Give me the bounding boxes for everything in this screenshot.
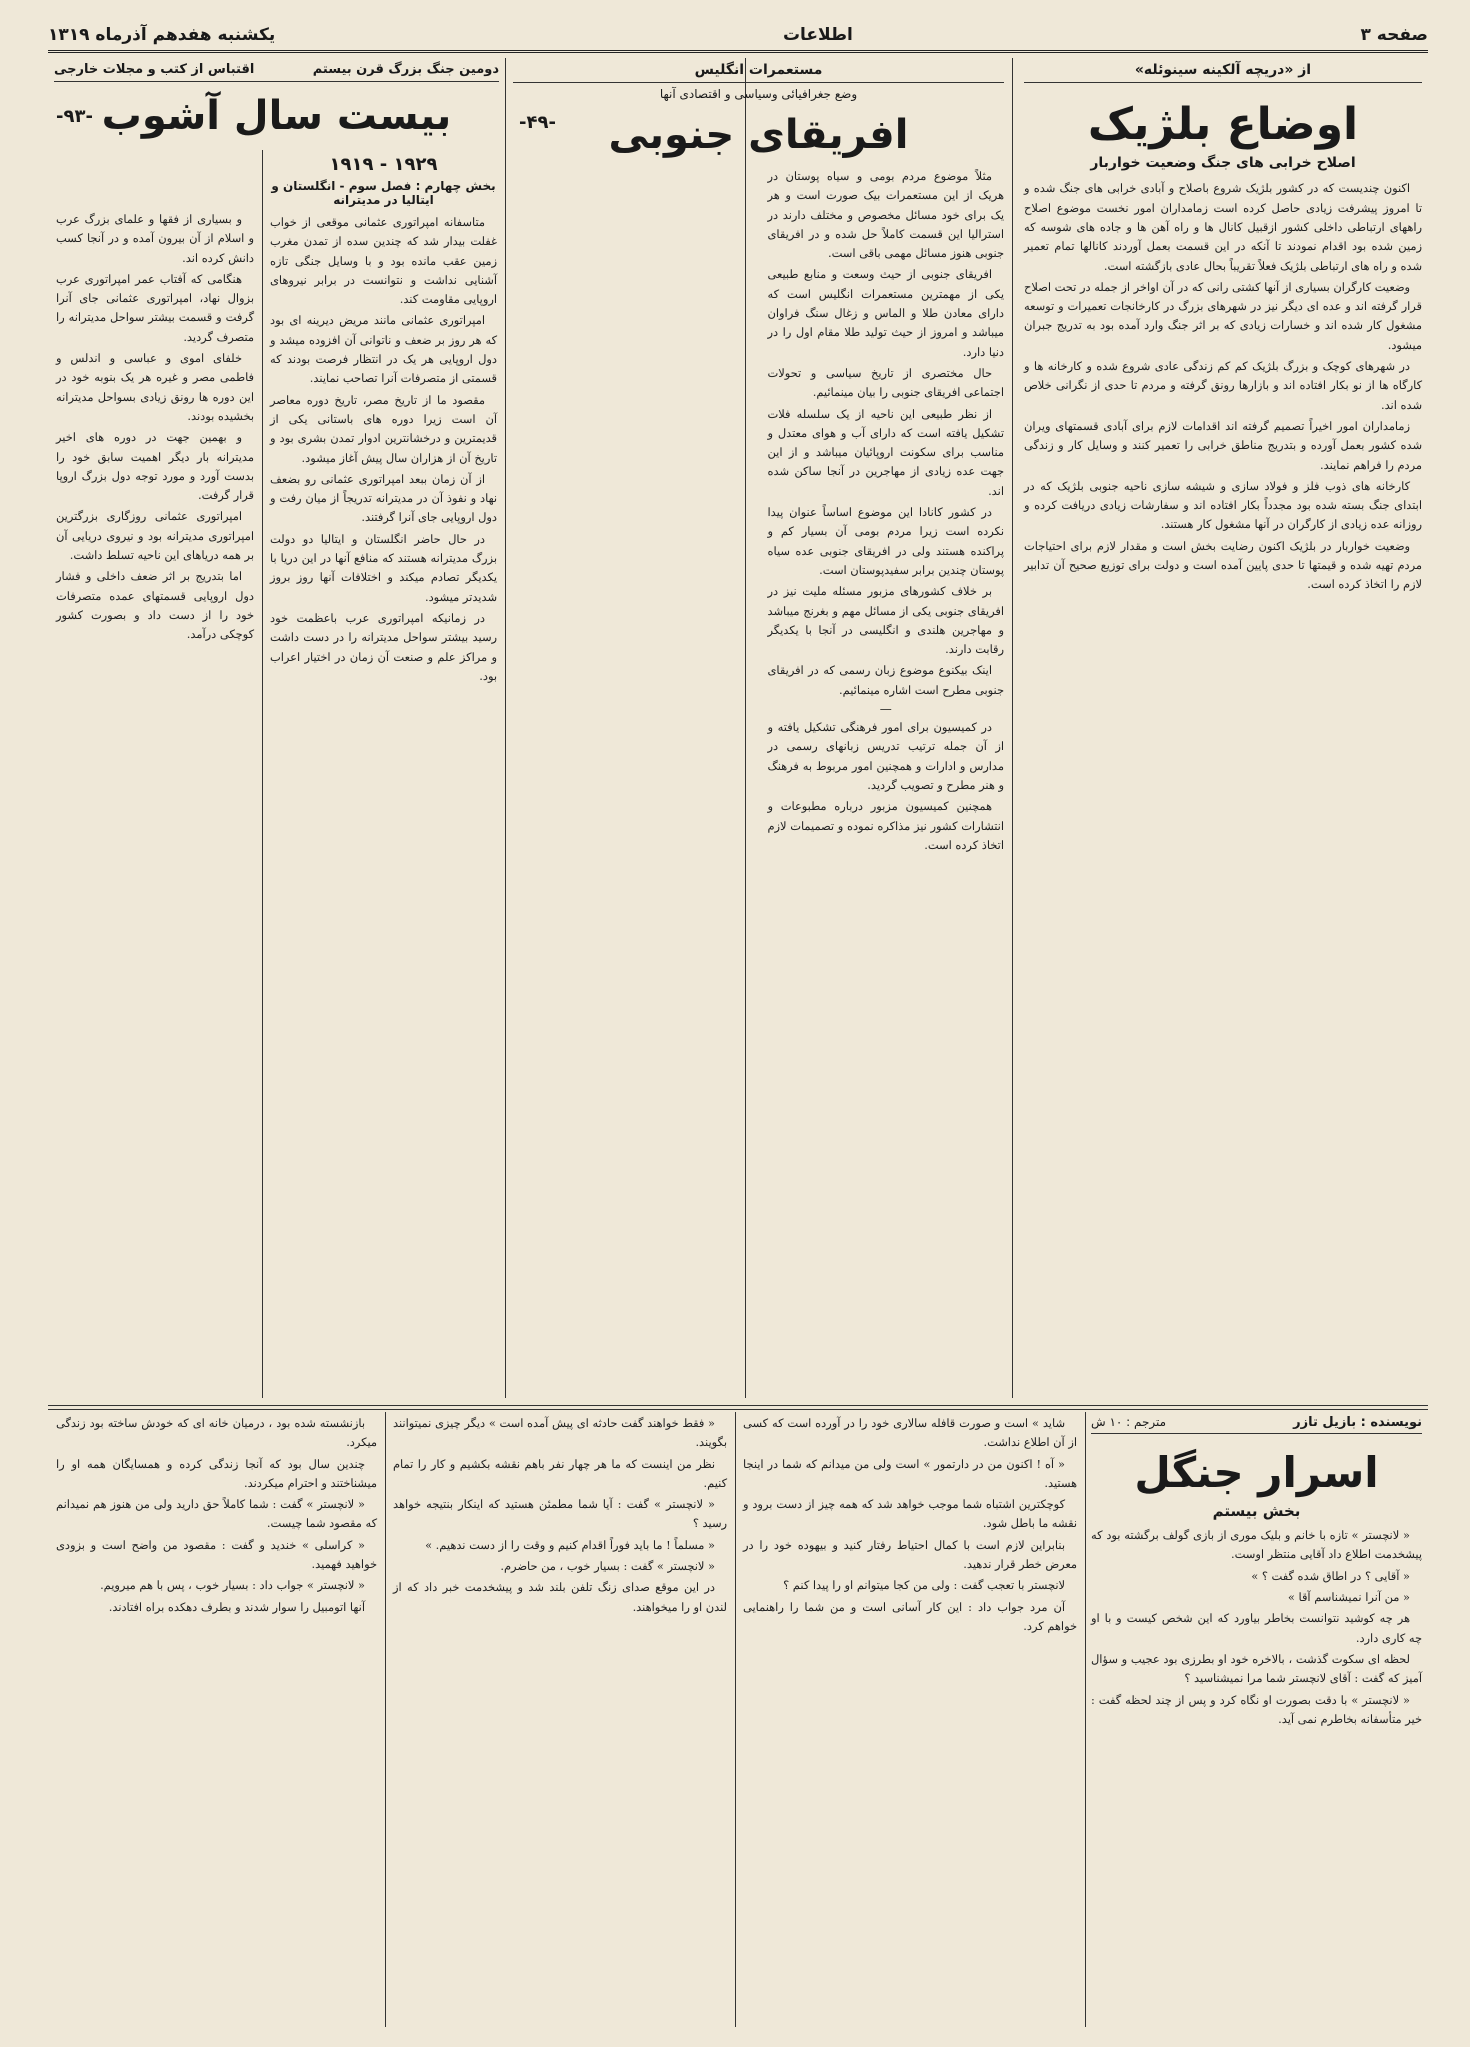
- issue-date: یکشنبه هفدهم آذرماه ۱۳۱۹: [48, 25, 276, 45]
- article-subtitle: اصلاح خرابی های جنگ وضعیت خواربار: [1090, 155, 1356, 172]
- article-years: ۱۹۲۹ - ۱۹۱۹: [329, 154, 438, 175]
- article-body: [513, 167, 1004, 1347]
- story-paragraph: « لانچستر » تازه با خانم و بلیک موری از بازی گولف برگشته بود که پیشخدمت اطلاع داد آقایی منتظر اوست.: [1091, 1528, 1422, 1562]
- article-paragraph: همچنین کمیسیون مزبور درباره مطبوعات و انتشارات کشور نیز مذاکره نموده و تصمیمات لازم اتخاذ کرده است.: [767, 799, 1004, 852]
- serial-story-column: [48, 1412, 385, 2027]
- story-title: اسرار جنگل: [1134, 1448, 1379, 1497]
- article-paragraph: از نظر طبیعی این ناحیه از یک سلسله فلات تشکیل یافته است که دارای آب و هوای معتدل و مناسب برای سکونت اروپائیان میباشد و از این جهت عده زیادی از مهاجرین در آنجا ساکن شده اند.: [767, 406, 1004, 498]
- story-paragraph: بنابراین لازم است با کمال احتیاط رفتار کنید و بیهوده خود را در معرض خطر قرار ندهید.: [743, 1537, 1077, 1572]
- story-paragraph: نظر من اینست که ما هر چهار نفر باهم نقشه بکشیم و کار را تمام کنیم.: [393, 1456, 727, 1490]
- story-paragraph: در این موقع صدای زنگ تلفن بلند شد و پیشخدمت خبر داد که از لندن او را میخواهند.: [393, 1580, 727, 1614]
- article-paragraph: وضعیت خواربار در بلژیک اکنون رضایت بخش است و مقدار لازم برای احتیاجات مردم تهیه شده و قیمتها تا حدی پایین آمده است و دولت برای توزیع صحیح آن تدابیر لازم را اتخاذ کرده است.: [1024, 538, 1422, 592]
- story-paragraph: « من آنرا نمیشناسم آقا »: [1287, 1590, 1410, 1605]
- story-paragraph: « کراسلی » خندید و گفت : مقصود من واضح است و بزودی خواهید فهمید.: [56, 1537, 377, 1572]
- story-paragraph: « آقایی ؟ در اطاق شده گفت ؟ »: [1251, 1568, 1410, 1583]
- translator-byline: مترجم : ۱۰ ش: [1091, 1415, 1167, 1429]
- article-paragraph: اکنون چندیست که در کشور بلژیک شروع باصلاح و آبادی خرابی های جنگ شده و تا امروز پیشرفت زیادی حاصل کرده است زمامداران امور نخست موضوع اصلاح راههای ارتباطی داخلی کشور ازقبیل کانال ها و راه آهن ها و جاده های شوسه که زمین شده بود اقدام نمودند تا آنکه در این قسمت بعمل آوردند کانالها تمام تعمیر شده و راه های ارتباطی بلژیک فعلاً تقریباً بحال عادی بازگشته است.: [1024, 181, 1422, 273]
- article-paragraph: امپراتوری عثمانی مانند مریض دیرینه ای بود که هر روز بر ضعف و ناتوانی آن افزوده میشد و دول اروپایی هر یک در انتظار فرصت بودند که قسمتی از متصرفات آنرا تصاحب نمایند.: [270, 313, 497, 386]
- article-paragraph: اما بتدریج بر اثر ضعف داخلی و فشار دول اروپایی قسمتهای عمده متصرفات خود را از دست داد و بصورت کشور کوچکی درآمد.: [56, 569, 254, 642]
- article-twenty-years-col-a: [262, 152, 505, 1398]
- article-kicker: مستعمرات انگلیس: [513, 58, 1004, 83]
- article-paragraph: در حال حاضر انگلستان و ایتالیا دو دولت بزرگ مدیترانه هستند که منافع آنها در این دریا با یکدیگر تصادم میکند و اختلافات آنها روز بروز شدیدتر میشود.: [270, 531, 497, 604]
- article-paragraph: امپراتوری عثمانی روزگاری بزرگترین امپراتوری مدیترانه بود و نیروی دریایی آن بر همه دریاهای این ناحیه تسلط داشت.: [56, 509, 254, 563]
- separator: —: [879, 702, 892, 717]
- article-paragraph: حال مختصری از تاریخ سیاسی و تحولات اجتماعی افریقای جنوبی را بیان مینمائیم.: [767, 365, 1004, 400]
- article-header-twenty-years: [48, 58, 505, 150]
- article-twenty-years-col-b: [48, 210, 262, 1398]
- kicker-row: [54, 58, 499, 82]
- article-paragraph: در کشور کانادا این موضوع اساساً عنوان پیدا نکرده است زیرا مردم بومی آن بسیار کم و پراکنده هستند ولی در افریقای جنوبی عده سیاه پوستان چندین برابر سفیدپوستان است.: [767, 505, 1004, 577]
- article-south-africa: [505, 58, 1012, 1398]
- article-paragraph: بر خلاف کشورهای مزبور مسئله ملیت نیز در افریقای جنوبی یکی از مسائل مهم و بغرنج میباشد و مهاجرین هلندی و انگلیسی در آنجا با یکدیگر رقابت دارند.: [767, 584, 1004, 657]
- serial-story-title-column: [1085, 1412, 1428, 2027]
- article-subtitle: وضع جغرافیائی وسیاسی و اقتصادی آنها: [659, 87, 858, 101]
- section-divider: [48, 1405, 1428, 1410]
- story-paragraph: « آه ! اکنون من در دارتمور » است ولی من میدانم که شما در اینجا هستید.: [743, 1456, 1077, 1490]
- serial-story-column: [735, 1412, 1085, 2027]
- story-paragraph: آن مرد جواب داد : این کار آسانی است و من شما را راهنمایی خواهم کرد.: [743, 1599, 1077, 1633]
- article-paragraph: اینک بیکنوع موضوع زبان رسمی که در افریقای جنوبی مطرح است اشاره مینمائیم.: [767, 663, 1004, 697]
- story-paragraph: « لانچستر » گفت : بسیار خوب ، من حاضرم.: [500, 1559, 715, 1574]
- story-paragraph: « لانچستر » جواب داد : بسیار خوب ، پس با هم میرویم.: [100, 1578, 365, 1593]
- story-paragraph: کوچکترین اشتباه شما موجب خواهد شد که همه چیز از دست برود و نقشه ما باطل شود.: [743, 1497, 1077, 1531]
- source-kicker: اقتباس از کتب و مجلات خارجی: [54, 62, 255, 77]
- story-paragraph: « لانچستر » با دقت بصورت او نگاه کرد و پس از چند لحظه گفت : خیر متأسفانه بخاطرم نمی آید.: [1091, 1692, 1422, 1726]
- article-paragraph: در زمانیکه امپراتوری عرب باعظمت خود رسید بیشتر سواحل مدیترانه را در دست داشت و مراکز علم و صنعت آن زمان در اختیار اعراب بود.: [270, 610, 497, 683]
- article-section: بخش چهارم : فصل سوم - انگلستان و ایتالیا در مدیترانه: [271, 179, 496, 207]
- article-paragraph: زمامداران امور اخیراً تصمیم گرفته اند اقدامات لازم برای آبادی قسمتهای ویران شده کشور بعمل آورده و بتدریج مناطق خرابی را تعمیر کنند و وسایل کار و زندگی مردم را فراهم نمایند.: [1024, 418, 1422, 472]
- article-kicker: از «دریچه آلکینه سینوئله»: [1024, 58, 1422, 83]
- article-paragraph: کارخانه های ذوب فلز و فولاد سازی و شیشه سازی ناحیه جنوبی بلژیک که در ابتدای جنگ بسته شده بود مجدداً بکار افتاده اند و سفارشات زیادی دریافت کرده و روزانه عده زیادی از کارگران در آنها مشغول کار هستند.: [1024, 478, 1422, 532]
- article-paragraph: در شهرهای کوچک و بزرگ بلژیک کم کم زندگی عادی شروع شده و کارخانه ها و کارگاه ها از نو بکار افتاده اند و بازارها رونق گرفته و مردم تا حدی از نگرانی خلاص شده اند.: [1024, 359, 1422, 412]
- installment-number: -۴۹-: [519, 112, 556, 133]
- article-paragraph: مقصود ما از تاریخ مصر، تاریخ دوره معاصر آن است زیرا دوره های باستانی یکی از قدیمترین و درخشانترین ادوار تمدن بشری بود و تاریخ آن از هزاران سال پیش آغاز میشود.: [270, 392, 497, 465]
- story-paragraph: « فقط خواهند گفت حادثه ای پیش آمده است » دیگر چیزی نمیتوانند بگویند.: [393, 1416, 727, 1450]
- story-paragraph: شاید » است و صورت قافله سالاری خود را در آورده است که کسی از آن اطلاع نداشت.: [743, 1416, 1077, 1450]
- article-paragraph: خلفای اموی و عباسی و اندلس و فاطمی مصر و غیره هر یک بنوبه خود در این دوره ها رونق زیادی بسواحل مدیترانه بخشیده بودند.: [56, 351, 254, 423]
- story-section: بخش بیستم: [1212, 1502, 1301, 1521]
- story-paragraph: « لانچستر » گفت : آیا شما مطمئن هستید که اینکار بنتیجه خواهد رسید ؟: [393, 1497, 727, 1531]
- page-number: صفحه ۳: [1360, 25, 1428, 45]
- article-title: افریقای جنوبی: [608, 112, 909, 158]
- series-kicker: دومین جنگ بزرگ قرن بیستم: [312, 62, 499, 77]
- article-title: بیست سال آشوب: [101, 93, 452, 139]
- article-paragraph: در کمیسیون برای امور فرهنگی تشکیل یافته و از آن جمله ترتیب تدریس زبانهای رسمی در مدارس و ادارات و همچنین امور مربوط به فرهنگ و هنر مطرح و تصویب گردید.: [767, 720, 1004, 792]
- byline-row: [1091, 1412, 1422, 1434]
- article-title: اوضاع بلژیک: [1087, 99, 1359, 150]
- article-paragraph: وضعیت کارگران بسیاری از آنها کشتی رانی که در آن اواخر از جمله در تحت اصلاح قرار گرفته اند و عده ای دیگر نیز در شهرهای بزرگ در کارخانجات تعمیرات و توسعه مشغول کار شده اند و خسارات زیادی که بر اثر جنگ وارد آمده بود به تدریج جبران میشود.: [1024, 279, 1422, 352]
- article-paragraph: افریقای جنوبی از حیث وسعت و منابع طبیعی یکی از مهمترین مستعمرات انگلیس است که دارای معادن طلا و الماس و زغال سنگ فراوان میباشد و امروز از حیث تولید طلا مقام اول را در دنیا دارد.: [767, 267, 1004, 359]
- article-paragraph: هنگامی که آفتاب عمر امپراتوری عرب بزوال نهاد، امپراتوری عثمانی جای آنرا گرفت و قسمت بیشتر سواحل مدیترانه را متصرف گردید.: [56, 271, 254, 344]
- article-paragraph: متاسفانه امپراتوری عثمانی موقعی از خواب غفلت بیدار شد که چندین سده از تمدن مغرب زمین عقب مانده بود و با وسایل جنگی تازه آشنایی نداشت و نتوانست در برابر نیروهای اروپایی مقاومت کند.: [270, 215, 497, 307]
- article-paragraph: و بسیاری از فقها و علمای بزرگ عرب و اسلام از آن بیرون آمده و در آنجا کسب دانش کرده اند.: [56, 212, 254, 265]
- story-paragraph: چندین سال بود که آنجا زندگی کرده و همسایگان همه او را میشناختند و احترام میکردند.: [56, 1456, 377, 1490]
- installment-number: -۹۳-: [56, 106, 93, 127]
- story-paragraph: « مسلماً ! ما باید فوراً اقدام کنیم و وقت را از دست ندهیم. »: [425, 1537, 715, 1552]
- story-paragraph: آنها اتومبیل را سوار شدند و بطرف دهکده براه افتادند.: [108, 1599, 365, 1614]
- story-paragraph: لانچستر با تعجب گفت : ولی من کجا میتوانم او را پیدا کنم ؟: [783, 1578, 1065, 1593]
- article-paragraph: و بهمین جهت در دوره های اخیر مدیترانه بار دیگر اهمیت سابق خود را بدست آورد و مورد توجه دول بزرگ اروپا قرار گرفت.: [56, 430, 254, 503]
- column-divider: [1012, 58, 1013, 1398]
- story-paragraph: « لانچستر » گفت : شما کاملاً حق دارید ولی من هنوز هم نمیدانم که مقصود شما چیست.: [56, 1497, 377, 1531]
- article-paragraph: مثلاً موضوع مردم بومی و سیاه پوستان در هریک از این مستعمرات بیک صورت است و هر یک برای خود مسائل مخصوص و مختلف دارند در استرالیا این قسمت کاملاً حل شده و در افریقای جنوبی هنوز مسائل مهمی باقی است.: [767, 169, 1004, 261]
- story-paragraph: هر چه کوشید نتوانست بخاطر بیاورد که این شخص کیست و با او چه کاری دارد.: [1091, 1611, 1422, 1645]
- newspaper-name: اطلاعات: [782, 25, 853, 45]
- story-paragraph: لحظه ای سکوت گذشت ، بالاخره خود او بطرزی بود عجیب و سؤال آمیز که گفت : آقای لانچستر شما مرا نمیشناسید ؟: [1091, 1651, 1422, 1686]
- article-belgium: [1018, 58, 1428, 1398]
- author-byline: نویسنده : بازیل تازر: [1293, 1415, 1422, 1430]
- masthead: [48, 20, 1428, 53]
- story-paragraph: بازنشسته شده بود ، درمیان خانه ای که خودش ساخته بود زندگی میکرد.: [56, 1416, 377, 1450]
- article-paragraph: از آن زمان ببعد امپراتوری عثمانی رو بضعف نهاد و نفوذ آن در مدیترانه تدریجاً از میان رفت و دول اروپایی جای آنرا گرفتند.: [270, 471, 497, 525]
- serial-story-column: [385, 1412, 735, 2027]
